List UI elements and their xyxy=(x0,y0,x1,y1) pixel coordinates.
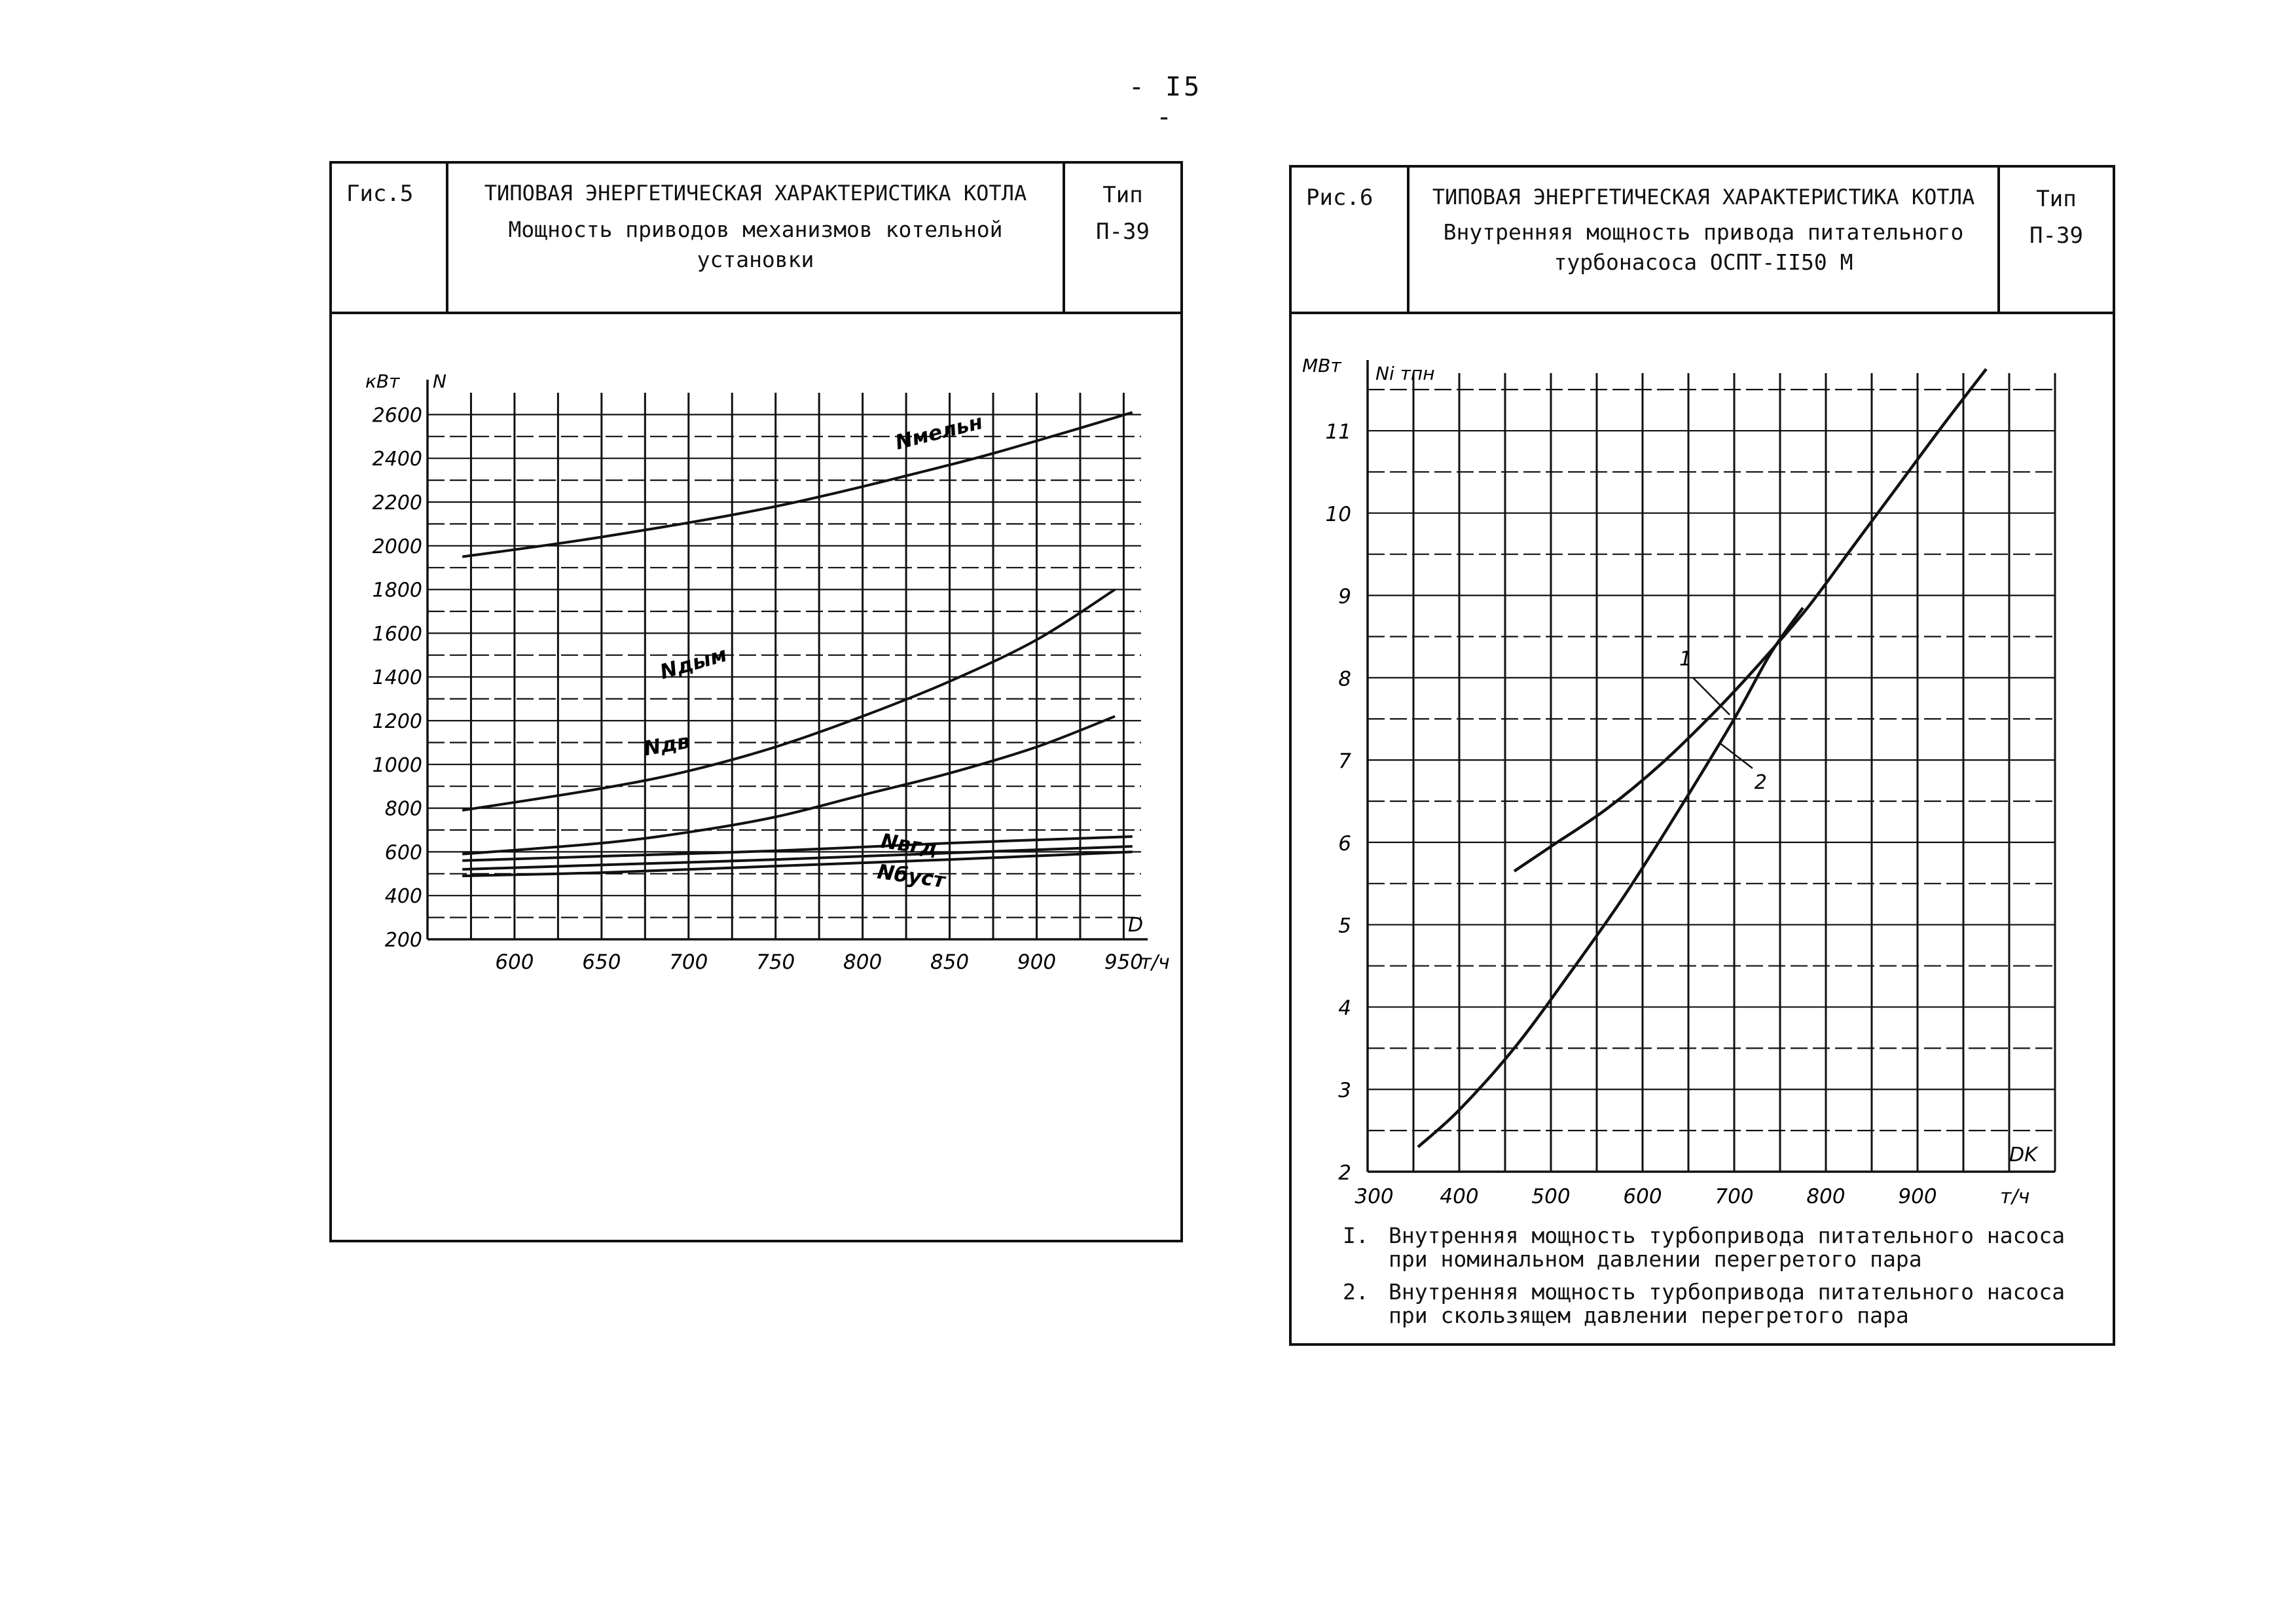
fig5-series-line xyxy=(462,716,1115,854)
fig6-y-tick-label: 4 xyxy=(1338,996,1351,1020)
figure-6-title: ТИПОВАЯ ЭНЕРГЕТИЧЕСКАЯ ХАРАКТЕРИСТИКА КОТЛА xyxy=(1432,185,1975,209)
fig5-series-line xyxy=(462,412,1132,556)
fig5-series-line xyxy=(462,590,1115,810)
fig6-y-unit: МВт xyxy=(1302,355,1341,376)
figure-6-title-block xyxy=(1410,168,1997,312)
fig6-y-tick-label: 9 xyxy=(1338,585,1351,609)
fig5-x-tick-label: 600 xyxy=(495,950,534,974)
fig6-series-label: 1 xyxy=(1679,647,1692,671)
chart-fig5 xyxy=(329,314,1183,1034)
note-1-text: Внутренняя мощность турбопривода питательного насоса при номинальном давлении перегретого пара xyxy=(1389,1223,2065,1272)
fig5-y-tick-label: 400 xyxy=(384,885,422,909)
note-1-number: I. xyxy=(1343,1223,1369,1248)
figure-5-type xyxy=(1063,164,1180,312)
fig5-x-symbol: D xyxy=(1128,914,1144,937)
fig6-y-tick-label: 2 xyxy=(1338,1161,1351,1185)
fig6-y-tick-label: 11 xyxy=(1325,420,1351,444)
note-2-text: Внутренняя мощность турбопривода питательного насоса при скользящем давлении перегретого пара xyxy=(1389,1279,2065,1328)
figure-5-header xyxy=(332,164,1180,314)
fig5-y-tick-label: 1600 xyxy=(372,623,422,646)
fig5-y-tick-label: 2000 xyxy=(372,535,422,558)
fig5-y-unit: кВт xyxy=(365,370,400,392)
fig6-x-tick-label: 400 xyxy=(1440,1185,1479,1204)
fig6-y-tick-label: 7 xyxy=(1338,749,1351,774)
fig5-x-tick-label: 750 xyxy=(756,950,795,974)
note-1 xyxy=(1343,1224,2102,1271)
fig6-x-tick-label: 800 xyxy=(1806,1185,1846,1204)
figure-6-subtitle: Внутренняя мощность привода питательного турбонасоса ОСПТ-II50 М xyxy=(1443,219,1964,275)
fig6-y-tick-label: 8 xyxy=(1338,667,1351,691)
note-2 xyxy=(1343,1280,2102,1327)
figure-5-label-text: Гис.5 xyxy=(346,181,414,207)
figure-5-title: ТИПОВАЯ ЭНЕРГЕТИЧЕСКАЯ ХАРАКТЕРИСТИКА КОТЛА xyxy=(484,181,1027,206)
figure-6-notes xyxy=(1343,1224,2102,1337)
fig5-series-label: Nбуст xyxy=(875,859,947,893)
chart-fig6 xyxy=(1289,314,2115,1204)
fig5-y-tick-label: 1000 xyxy=(372,753,422,777)
fig6-series-line xyxy=(1514,369,1986,871)
fig5-series-label: Nвгд xyxy=(879,829,939,861)
fig5-x-tick-label: 900 xyxy=(1017,950,1057,974)
fig5-x-tick-label: 950 xyxy=(1104,950,1144,974)
fig6-x-tick-label: 500 xyxy=(1531,1185,1571,1204)
fig5-x-tick-label: 850 xyxy=(930,950,970,974)
fig5-y-tick-label: 2600 xyxy=(372,404,422,427)
note-2-number: 2. xyxy=(1343,1279,1369,1305)
fig6-series-label: 2 xyxy=(1754,771,1767,795)
page-number: - I5 - xyxy=(1128,72,1203,132)
fig5-y-symbol: N xyxy=(433,370,446,392)
fig6-leader-line-1 xyxy=(1693,677,1730,715)
figure-6-label-text: Рис.6 xyxy=(1306,185,1373,211)
figure-5-type-value: П-39 xyxy=(1096,219,1150,245)
fig6-leader-line-2 xyxy=(1720,744,1753,768)
figure-6-type-label: Тип xyxy=(2036,186,2077,212)
figure-5-subtitle: Мощность приводов механизмов котельной установки xyxy=(508,217,1003,272)
fig5-x-tick-label: 700 xyxy=(669,950,708,974)
fig5-y-tick-label: 600 xyxy=(384,841,422,865)
fig5-series-label: Nдв xyxy=(642,729,692,761)
fig6-y-tick-label: 3 xyxy=(1338,1079,1351,1103)
fig6-x-unit: т/ч xyxy=(2000,1185,2030,1204)
figure-6-type xyxy=(1997,168,2113,312)
fig6-y-tick-label: 10 xyxy=(1325,502,1351,526)
figure-6-type-value: П-39 xyxy=(2029,223,2083,249)
fig5-y-tick-label: 800 xyxy=(384,797,422,821)
fig5-series-label: Nмельн xyxy=(893,410,985,455)
fig5-x-tick-label: 650 xyxy=(582,950,621,974)
fig5-y-tick-label: 1800 xyxy=(372,579,422,602)
fig6-y-symbol: Ni тпн xyxy=(1375,363,1435,384)
fig5-y-tick-label: 2200 xyxy=(372,492,422,514)
fig5-y-tick-label: 1400 xyxy=(372,666,422,690)
fig5-y-tick-label: 1200 xyxy=(372,710,422,733)
fig6-y-tick-label: 6 xyxy=(1338,831,1351,856)
fig6-x-tick-label: 900 xyxy=(1898,1185,1937,1204)
fig5-y-tick-label: 200 xyxy=(384,929,422,952)
fig5-y-tick-label: 2400 xyxy=(372,448,422,471)
fig6-x-symbol: DK xyxy=(2009,1144,2037,1166)
fig5-series-label: Nдым xyxy=(657,642,730,685)
fig6-series-line xyxy=(1418,608,1803,1147)
figure-6-header xyxy=(1292,168,2113,314)
fig5-x-tick-label: 800 xyxy=(843,950,882,974)
fig5-x-unit: т/ч xyxy=(1140,951,1170,974)
fig6-x-tick-label: 300 xyxy=(1355,1185,1394,1204)
fig6-y-tick-label: 5 xyxy=(1338,914,1351,938)
figure-6-label xyxy=(1292,168,1410,312)
figure-5-title-block xyxy=(448,164,1063,312)
figure-5-label xyxy=(332,164,448,312)
figure-5-type-label: Тип xyxy=(1102,182,1143,208)
fig5-series-line xyxy=(462,852,1132,876)
fig6-x-tick-label: 600 xyxy=(1623,1185,1662,1204)
fig6-x-tick-label: 700 xyxy=(1715,1185,1754,1204)
